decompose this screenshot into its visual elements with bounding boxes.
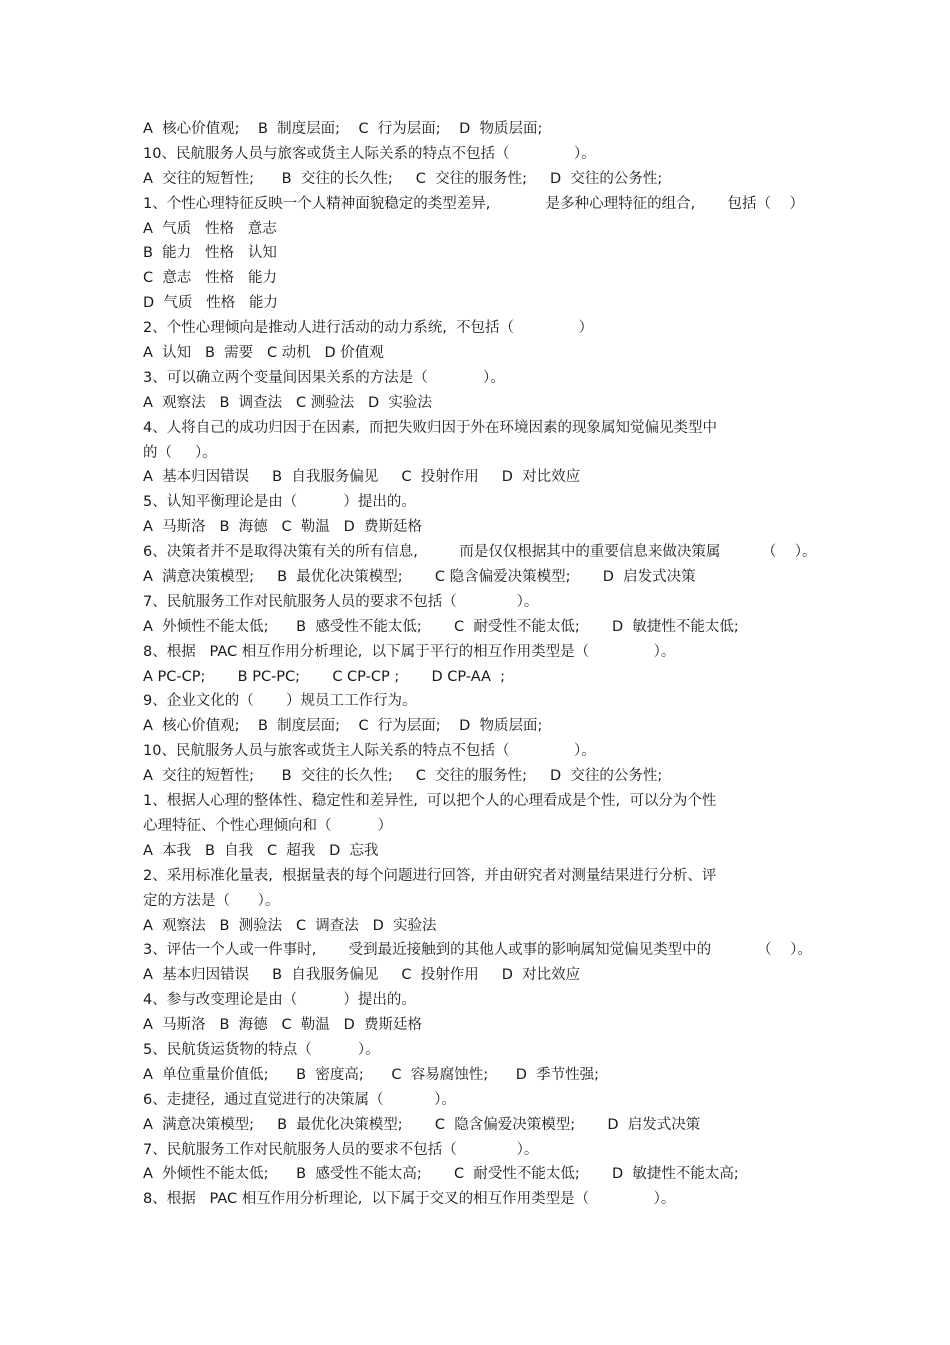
question-list — [143, 117, 823, 1212]
text-line: A 核心价值观; B 制度层面; C 行为层面; D 物质层面; — [143, 121, 543, 137]
text-line: A PC-CP; B PC-PC; C CP-CP ; D CP-AA ; — [143, 668, 506, 685]
text-line: A 交往的短暂性; B 交往的长久性; C 交往的服务性; D 交往的公务性; — [143, 768, 663, 785]
text-line: 8、根据 PAC 相互作用分析理论, 以下属于交叉的相互作用类型是（ ）。 — [143, 1191, 676, 1208]
text-line: D 气质 性格 能力 — [143, 295, 279, 312]
text-line: A 交往的短暂性; B 交往的长久性; C 交往的服务性; D 交往的公务性; — [143, 170, 663, 187]
text-line: A 满意决策模型; B 最优化决策模型; C 隐含偏爱决策模型; D 启发式决策 — [143, 1116, 701, 1133]
text-line: 10、民航服务人员与旅客或货主人际关系的特点不包括（ ）。 — [143, 145, 596, 162]
text-line: A 满意决策模型; B 最优化决策模型; C 隐含偏爱决策模型; D 启发式决策 — [143, 569, 696, 586]
text-line: 2、采用标准化量表, 根据量表的每个问题进行回答, 并由研究者对测量结果进行分析、评 — [143, 867, 717, 884]
text-line: 的（ ）。 — [143, 444, 217, 461]
text-line: 1、根据人心理的整体性、稳定性和差异性, 可以把个人的心理看成是个性, 可以分为个性 — [143, 793, 717, 810]
text-line: A 基本归因错误 B 自我服务偏见 C 投射作用 D 对比效应 — [143, 967, 581, 984]
text-line: 9、企业文化的（ ）规员工工作行为。 — [143, 693, 417, 710]
text-line: 定的方法是（ ）。 — [143, 892, 280, 909]
text-line: 6、决策者并不是取得决策有关的所有信息, 而是仅仅根据其中的重要信息来做决策属 （ ）。 — [143, 544, 817, 561]
text-line: B 能力 性格 认知 — [143, 245, 277, 262]
text-line: A 马斯洛 B 海德 C 勒温 D 费斯廷格 — [143, 519, 423, 536]
text-line: 5、民航货运货物的特点（ ）。 — [143, 1041, 380, 1058]
text-line: C 意志 性格 能力 — [143, 270, 277, 287]
text-line: A 基本归因错误 B 自我服务偏见 C 投射作用 D 对比效应 — [143, 469, 581, 486]
text-line: A 外倾性不能太低; B 感受性不能太高; C 耐受性不能太低; D 敏捷性不能太高; — [143, 1166, 739, 1183]
text-line: A 气质 性格 意志 — [143, 220, 277, 237]
text-line: A 核心价值观; B 制度层面; C 行为层面; D 物质层面; — [143, 718, 543, 735]
text-line: 4、参与改变理论是由（ ）提出的。 — [143, 992, 416, 1009]
text-line: 5、认知平衡理论是由（ ）提出的。 — [143, 494, 416, 511]
text-line: 7、民航服务工作对民航服务人员的要求不包括（ ）。 — [143, 593, 539, 610]
text-line: 8、根据 PAC 相互作用分析理论, 以下属于平行的相互作用类型是（ ）。 — [143, 643, 676, 660]
text-line: 6、走捷径, 通过直觉进行的决策属（ ）。 — [143, 1091, 457, 1108]
text-line: 2、个性心理倾向是推动人进行活动的动力系统, 不包括（ ） — [143, 320, 594, 337]
text-line: 1、个性心理特征反映一个人精神面貌稳定的类型差异, 是多种心理特征的组合, 包括（ ） — [143, 195, 804, 212]
text-line: A 外倾性不能太低; B 感受性不能太低; C 耐受性不能太低; D 敏捷性不能太低; — [143, 618, 739, 635]
text-line: A 单位重量价值低; B 密度高; C 容易腐蚀性; D 季节性强; — [143, 1066, 600, 1083]
text-line: A 认知 B 需要 C 动机 D 价值观 — [143, 345, 384, 362]
text-line: 10、民航服务人员与旅客或货主人际关系的特点不包括（ ）。 — [143, 743, 596, 760]
text-line: A 观察法 B 测验法 C 调查法 D 实验法 — [143, 917, 437, 934]
text-line: A 观察法 B 调查法 C 测验法 D 实验法 — [143, 394, 432, 411]
text-line: A 本我 B 自我 C 超我 D 忘我 — [143, 842, 379, 859]
text-line: 3、可以确立两个变量间因果关系的方法是（ ）。 — [143, 369, 505, 386]
text-line: 3、评估一个人或一件事时, 受到最近接触到的其他人或事的影响属知觉偏见类型中的 （ ）。 — [143, 942, 812, 959]
text-line: 心理特征、个性心理倾向和（ ） — [143, 817, 393, 834]
text-line: 4、人将自己的成功归因于在因素, 而把失败归因于外在环境因素的现象属知觉偏见类型中 — [143, 419, 718, 436]
text-line: A 马斯洛 B 海德 C 勒温 D 费斯廷格 — [143, 1017, 423, 1034]
text-line: 7、民航服务工作对民航服务人员的要求不包括（ ）。 — [143, 1141, 539, 1158]
